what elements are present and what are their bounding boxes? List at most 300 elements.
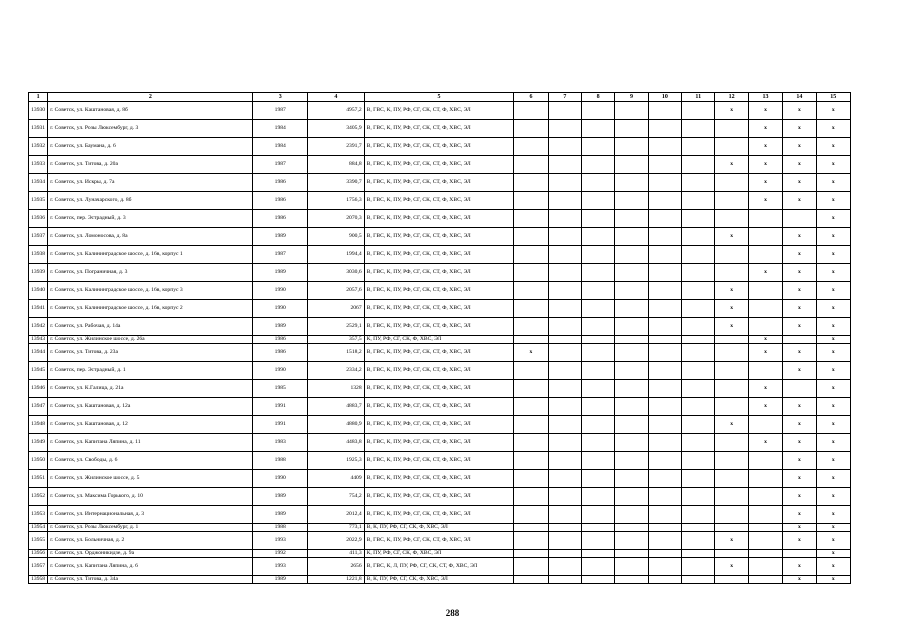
mark-cell-9 bbox=[615, 416, 648, 434]
area-cell: 1994,4 bbox=[308, 246, 365, 264]
mark-cell-6 bbox=[514, 398, 548, 416]
table-row bbox=[29, 174, 851, 192]
services-cell: В, ГВС, К, ПУ, РФ, СГ, СК, СТ, Ф, ХВС, ЭЛ bbox=[364, 318, 514, 336]
record-number-cell: 13931 bbox=[29, 120, 48, 138]
mark-cell-6 bbox=[514, 156, 548, 174]
mark-cell-14: х bbox=[783, 246, 816, 264]
mark-cell-14: х bbox=[783, 488, 816, 506]
record-number-cell: 13957 bbox=[29, 558, 48, 576]
mark-cell-15: х bbox=[816, 282, 850, 300]
mark-cell-8 bbox=[582, 336, 615, 344]
mark-cell-12 bbox=[715, 362, 748, 380]
services-cell: В, ГВС, К, ПУ, РФ, СГ, СК, СТ, Ф, ХВС, ЭЛ bbox=[364, 344, 514, 362]
mark-cell-15: х bbox=[816, 362, 850, 380]
mark-cell-14: х bbox=[783, 264, 816, 282]
mark-cell-15: х bbox=[816, 192, 850, 210]
services-cell: В, ГВС, К, ПУ, РФ, СГ, СК, СТ, Ф, ХВС, ЭЛ bbox=[364, 210, 514, 228]
address-cell: г. Советск, ул. Интернациональная, д. 3 bbox=[48, 506, 253, 524]
mark-cell-15: х bbox=[816, 524, 850, 532]
mark-cell-7 bbox=[548, 156, 581, 174]
mark-cell-10 bbox=[648, 264, 681, 282]
area-cell: 754,2 bbox=[308, 488, 365, 506]
mark-cell-11 bbox=[682, 380, 715, 398]
record-number-cell: 13956 bbox=[29, 550, 48, 558]
mark-cell-12 bbox=[715, 174, 748, 192]
address-cell: г. Советск, ул. Больничная, д. 2 bbox=[48, 532, 253, 550]
mark-cell-14: х bbox=[783, 300, 816, 318]
mark-cell-10 bbox=[648, 174, 681, 192]
record-number-cell: 13946 bbox=[29, 380, 48, 398]
year-cell: 1987 bbox=[253, 156, 308, 174]
mark-cell-9 bbox=[615, 156, 648, 174]
mark-cell-13: х bbox=[748, 336, 782, 344]
mark-cell-14: х bbox=[783, 120, 816, 138]
mark-cell-9 bbox=[615, 102, 648, 120]
mark-cell-14: х bbox=[783, 452, 816, 470]
header-cell: 13 bbox=[748, 93, 782, 102]
address-cell: г. Советск, ул. Свободы, д. 6 bbox=[48, 452, 253, 470]
mark-cell-10 bbox=[648, 246, 681, 264]
mark-cell-6 bbox=[514, 488, 548, 506]
record-number-cell: 13934 bbox=[29, 174, 48, 192]
area-cell: 2070,3 bbox=[308, 210, 365, 228]
mark-cell-7 bbox=[548, 416, 581, 434]
mark-cell-10 bbox=[648, 362, 681, 380]
area-cell: 1756,3 bbox=[308, 192, 365, 210]
mark-cell-9 bbox=[615, 210, 648, 228]
mark-cell-8 bbox=[582, 156, 615, 174]
mark-cell-15: х bbox=[816, 228, 850, 246]
record-number-cell: 13952 bbox=[29, 488, 48, 506]
mark-cell-15: х bbox=[816, 318, 850, 336]
mark-cell-12 bbox=[715, 434, 748, 452]
mark-cell-13 bbox=[748, 362, 782, 380]
mark-cell-11 bbox=[682, 102, 715, 120]
mark-cell-8 bbox=[582, 532, 615, 550]
mark-cell-13 bbox=[748, 470, 782, 488]
record-number-cell: 13954 bbox=[29, 524, 48, 532]
mark-cell-11 bbox=[682, 524, 715, 532]
mark-cell-12: х bbox=[715, 102, 748, 120]
record-number-cell: 13947 bbox=[29, 398, 48, 416]
mark-cell-13 bbox=[748, 532, 782, 550]
mark-cell-6 bbox=[514, 470, 548, 488]
record-number-cell: 13948 bbox=[29, 416, 48, 434]
services-cell: К, ПУ, РФ, СГ, СК, Ф, ХВС, ЭЛ bbox=[364, 550, 514, 558]
address-cell: г. Советск, ул. Максима Горького, д. 10 bbox=[48, 488, 253, 506]
area-cell: 4880,9 bbox=[308, 416, 365, 434]
year-cell: 1989 bbox=[253, 576, 308, 584]
year-cell: 1987 bbox=[253, 102, 308, 120]
mark-cell-15: х bbox=[816, 488, 850, 506]
mark-cell-15: х bbox=[816, 434, 850, 452]
mark-cell-15: х bbox=[816, 174, 850, 192]
mark-cell-11 bbox=[682, 506, 715, 524]
mark-cell-7 bbox=[548, 344, 581, 362]
header-cell: 4 bbox=[308, 93, 365, 102]
address-cell: г. Советск, ул. Жилинское шоссе, д. 26а bbox=[48, 336, 253, 344]
mark-cell-11 bbox=[682, 434, 715, 452]
table-row bbox=[29, 344, 851, 362]
address-cell: г. Советск, ул. Луначарского, д. 8б bbox=[48, 192, 253, 210]
mark-cell-12 bbox=[715, 452, 748, 470]
mark-cell-12: х bbox=[715, 558, 748, 576]
mark-cell-11 bbox=[682, 210, 715, 228]
mark-cell-9 bbox=[615, 264, 648, 282]
mark-cell-12 bbox=[715, 506, 748, 524]
year-cell: 1990 bbox=[253, 362, 308, 380]
mark-cell-10 bbox=[648, 336, 681, 344]
record-number-cell: 13944 bbox=[29, 344, 48, 362]
table-row bbox=[29, 138, 851, 156]
mark-cell-12 bbox=[715, 120, 748, 138]
mark-cell-6 bbox=[514, 550, 548, 558]
mark-cell-15: х bbox=[816, 398, 850, 416]
address-cell: г. Советск, пер. Эстрадный, д. 3 bbox=[48, 210, 253, 228]
mark-cell-11 bbox=[682, 550, 715, 558]
address-cell: г. Советск, ул. Капитана Ляпина, д. 6 bbox=[48, 558, 253, 576]
mark-cell-8 bbox=[582, 210, 615, 228]
mark-cell-6 bbox=[514, 434, 548, 452]
mark-cell-13: х bbox=[748, 264, 782, 282]
mark-cell-10 bbox=[648, 452, 681, 470]
services-cell: В, ГВС, К, ПУ, РФ, СГ, СК, СТ, Ф, ХВС, ЭЛ bbox=[364, 300, 514, 318]
mark-cell-14: х bbox=[783, 174, 816, 192]
year-cell: 1985 bbox=[253, 380, 308, 398]
table-row bbox=[29, 210, 851, 228]
mark-cell-14 bbox=[783, 550, 816, 558]
mark-cell-13: х bbox=[748, 138, 782, 156]
table-row bbox=[29, 228, 851, 246]
year-cell: 1988 bbox=[253, 524, 308, 532]
mark-cell-13 bbox=[748, 488, 782, 506]
mark-cell-7 bbox=[548, 192, 581, 210]
mark-cell-12: х bbox=[715, 318, 748, 336]
mark-cell-6 bbox=[514, 300, 548, 318]
mark-cell-14: х bbox=[783, 506, 816, 524]
mark-cell-9 bbox=[615, 524, 648, 532]
year-cell: 1989 bbox=[253, 506, 308, 524]
area-cell: 4483,8 bbox=[308, 434, 365, 452]
mark-cell-9 bbox=[615, 192, 648, 210]
mark-cell-11 bbox=[682, 138, 715, 156]
mark-cell-15: х bbox=[816, 246, 850, 264]
address-cell: г. Советск, ул. Калининградское шоссе, д. 16в, корпус 2 bbox=[48, 300, 253, 318]
mark-cell-14 bbox=[783, 336, 816, 344]
mark-cell-14: х bbox=[783, 532, 816, 550]
mark-cell-14: х bbox=[783, 416, 816, 434]
mark-cell-15: х bbox=[816, 452, 850, 470]
mark-cell-13: х bbox=[748, 174, 782, 192]
area-cell: 2012,4 bbox=[308, 506, 365, 524]
services-cell: В, ГВС, К, ПУ, РФ, СГ, СК, СТ, Ф, ХВС, ЭЛ bbox=[364, 362, 514, 380]
mark-cell-14: х bbox=[783, 318, 816, 336]
area-cell: 2656 bbox=[308, 558, 365, 576]
table-row bbox=[29, 380, 851, 398]
mark-cell-8 bbox=[582, 398, 615, 416]
mark-cell-10 bbox=[648, 524, 681, 532]
mark-cell-7 bbox=[548, 550, 581, 558]
mark-cell-14: х bbox=[783, 102, 816, 120]
address-cell: г. Советск, ул. Рабочая, д. 14а bbox=[48, 318, 253, 336]
mark-cell-12: х bbox=[715, 156, 748, 174]
address-cell: г. Советск, ул. Титова, д. 20а bbox=[48, 156, 253, 174]
header-cell: 10 bbox=[648, 93, 681, 102]
mark-cell-15: х bbox=[816, 470, 850, 488]
mark-cell-13 bbox=[748, 210, 782, 228]
mark-cell-6 bbox=[514, 506, 548, 524]
area-cell: 773,1 bbox=[308, 524, 365, 532]
mark-cell-11 bbox=[682, 344, 715, 362]
record-number-cell: 13951 bbox=[29, 470, 48, 488]
mark-cell-7 bbox=[548, 120, 581, 138]
mark-cell-7 bbox=[548, 264, 581, 282]
address-cell: г. Советск, ул. Каштановая, д. 8б bbox=[48, 102, 253, 120]
mark-cell-10 bbox=[648, 550, 681, 558]
mark-cell-7 bbox=[548, 532, 581, 550]
mark-cell-9 bbox=[615, 362, 648, 380]
mark-cell-8 bbox=[582, 550, 615, 558]
record-number-cell: 13950 bbox=[29, 452, 48, 470]
year-cell: 1986 bbox=[253, 344, 308, 362]
mark-cell-14: х bbox=[783, 470, 816, 488]
services-cell: В, ГВС, К, ПУ, РФ, СГ, СК, СТ, Ф, ХВС, ЭЛ bbox=[364, 156, 514, 174]
mark-cell-10 bbox=[648, 576, 681, 584]
mark-cell-12 bbox=[715, 488, 748, 506]
mark-cell-10 bbox=[648, 532, 681, 550]
mark-cell-9 bbox=[615, 532, 648, 550]
mark-cell-10 bbox=[648, 282, 681, 300]
mark-cell-8 bbox=[582, 416, 615, 434]
area-cell: 884,8 bbox=[308, 156, 365, 174]
table-row bbox=[29, 576, 851, 584]
address-cell: г. Советск, ул. Орджоникидзе, д. 9а bbox=[48, 550, 253, 558]
table-row bbox=[29, 362, 851, 380]
address-cell: г. Советск, ул. Титова, д. 34а bbox=[48, 576, 253, 584]
address-cell: г. Советск, ул. Баумана, д. 6 bbox=[48, 138, 253, 156]
year-cell: 1986 bbox=[253, 192, 308, 210]
area-cell: 4409 bbox=[308, 470, 365, 488]
mark-cell-13: х bbox=[748, 380, 782, 398]
mark-cell-8 bbox=[582, 192, 615, 210]
mark-cell-10 bbox=[648, 228, 681, 246]
table-row bbox=[29, 434, 851, 452]
mark-cell-6 bbox=[514, 318, 548, 336]
area-cell: 2057,6 bbox=[308, 282, 365, 300]
mark-cell-9 bbox=[615, 452, 648, 470]
services-cell: В, ГВС, К, ПУ, РФ, СГ, СК, СТ, Ф, ХВС, ЭЛ bbox=[364, 532, 514, 550]
address-cell: г. Советск, пер. Эстрадный, д. 1 bbox=[48, 362, 253, 380]
address-cell: г. Советск, ул. Калининградское шоссе, д. 16в, корпус 3 bbox=[48, 282, 253, 300]
header-cell: 12 bbox=[715, 93, 748, 102]
mark-cell-9 bbox=[615, 558, 648, 576]
mark-cell-10 bbox=[648, 120, 681, 138]
services-cell: В, ГВС, К, ПУ, РФ, СГ, СК, СТ, Ф, ХВС, ЭЛ bbox=[364, 120, 514, 138]
services-cell: В, ГВС, К, ПУ, РФ, СГ, СК, СТ, Ф, ХВС, ЭЛ bbox=[364, 228, 514, 246]
header-cell: 7 bbox=[548, 93, 581, 102]
mark-cell-10 bbox=[648, 300, 681, 318]
table-row bbox=[29, 336, 851, 344]
mark-cell-9 bbox=[615, 434, 648, 452]
mark-cell-7 bbox=[548, 434, 581, 452]
mark-cell-12 bbox=[715, 550, 748, 558]
record-number-cell: 13941 bbox=[29, 300, 48, 318]
services-cell: В, ГВС, К, ПУ, РФ, СГ, СК, СТ, Ф, ХВС, ЭЛ bbox=[364, 506, 514, 524]
mark-cell-8 bbox=[582, 318, 615, 336]
table-row bbox=[29, 506, 851, 524]
mark-cell-12 bbox=[715, 524, 748, 532]
mark-cell-9 bbox=[615, 380, 648, 398]
mark-cell-11 bbox=[682, 156, 715, 174]
area-cell: 1221,8 bbox=[308, 576, 365, 584]
table-row bbox=[29, 452, 851, 470]
table-row bbox=[29, 120, 851, 138]
mark-cell-11 bbox=[682, 488, 715, 506]
mark-cell-10 bbox=[648, 488, 681, 506]
mark-cell-10 bbox=[648, 318, 681, 336]
record-number-cell: 13953 bbox=[29, 506, 48, 524]
mark-cell-12 bbox=[715, 470, 748, 488]
mark-cell-7 bbox=[548, 300, 581, 318]
mark-cell-8 bbox=[582, 264, 615, 282]
mark-cell-6 bbox=[514, 362, 548, 380]
mark-cell-7 bbox=[548, 524, 581, 532]
address-cell: г. Советск, ул. Калининградское шоссе, д. 16в, корпус 1 bbox=[48, 246, 253, 264]
mark-cell-9 bbox=[615, 228, 648, 246]
mark-cell-9 bbox=[615, 344, 648, 362]
record-number-cell: 13935 bbox=[29, 192, 48, 210]
year-cell: 1988 bbox=[253, 452, 308, 470]
address-cell: г. Советск, ул. Каштановая, д. 12а bbox=[48, 398, 253, 416]
year-cell: 1989 bbox=[253, 488, 308, 506]
mark-cell-14 bbox=[783, 210, 816, 228]
mark-cell-7 bbox=[548, 228, 581, 246]
header-cell: 1 bbox=[29, 93, 48, 102]
mark-cell-9 bbox=[615, 336, 648, 344]
record-number-cell: 13937 bbox=[29, 228, 48, 246]
mark-cell-6 bbox=[514, 138, 548, 156]
mark-cell-14: х bbox=[783, 362, 816, 380]
header-cell: 2 bbox=[48, 93, 253, 102]
mark-cell-8 bbox=[582, 282, 615, 300]
header-cell: 6 bbox=[514, 93, 548, 102]
mark-cell-15: х bbox=[816, 558, 850, 576]
mark-cell-10 bbox=[648, 344, 681, 362]
address-cell: г. Советск, ул. К.Галица, д. 21а bbox=[48, 380, 253, 398]
mark-cell-15: х bbox=[816, 210, 850, 228]
mark-cell-8 bbox=[582, 558, 615, 576]
mark-cell-7 bbox=[548, 174, 581, 192]
services-cell: В, К, ПУ, РФ, СГ, СК, Ф, ХВС, ЭЛ bbox=[364, 524, 514, 532]
mark-cell-15: х bbox=[816, 532, 850, 550]
mark-cell-10 bbox=[648, 192, 681, 210]
mark-cell-8 bbox=[582, 344, 615, 362]
header-cell: 5 bbox=[364, 93, 514, 102]
mark-cell-12 bbox=[715, 380, 748, 398]
mark-cell-13: х bbox=[748, 192, 782, 210]
record-number-cell: 13930 bbox=[29, 102, 48, 120]
year-cell: 1992 bbox=[253, 550, 308, 558]
mark-cell-12 bbox=[715, 344, 748, 362]
mark-cell-7 bbox=[548, 102, 581, 120]
mark-cell-11 bbox=[682, 470, 715, 488]
mark-cell-10 bbox=[648, 416, 681, 434]
mark-cell-7 bbox=[548, 558, 581, 576]
mark-cell-8 bbox=[582, 120, 615, 138]
mark-cell-13 bbox=[748, 318, 782, 336]
mark-cell-10 bbox=[648, 434, 681, 452]
mark-cell-13 bbox=[748, 506, 782, 524]
mark-cell-10 bbox=[648, 398, 681, 416]
mark-cell-12 bbox=[715, 192, 748, 210]
services-cell: В, ГВС, К, ПУ, РФ, СГ, СК, СТ, Ф, ХВС, ЭЛ bbox=[364, 434, 514, 452]
area-cell: 3030,6 bbox=[308, 264, 365, 282]
area-cell: 1925,3 bbox=[308, 452, 365, 470]
header-cell: 14 bbox=[783, 93, 816, 102]
table-row bbox=[29, 156, 851, 174]
mark-cell-11 bbox=[682, 558, 715, 576]
mark-cell-13 bbox=[748, 524, 782, 532]
table-row bbox=[29, 558, 851, 576]
mark-cell-8 bbox=[582, 470, 615, 488]
year-cell: 1984 bbox=[253, 138, 308, 156]
mark-cell-6 bbox=[514, 336, 548, 344]
mark-cell-15: х bbox=[816, 138, 850, 156]
mark-cell-15: х bbox=[816, 156, 850, 174]
mark-cell-14 bbox=[783, 380, 816, 398]
mark-cell-11 bbox=[682, 532, 715, 550]
mark-cell-11 bbox=[682, 120, 715, 138]
year-cell: 1983 bbox=[253, 434, 308, 452]
mark-cell-12 bbox=[715, 138, 748, 156]
mark-cell-11 bbox=[682, 318, 715, 336]
mark-cell-11 bbox=[682, 264, 715, 282]
mark-cell-9 bbox=[615, 246, 648, 264]
mark-cell-12: х bbox=[715, 282, 748, 300]
area-cell: 4883,7 bbox=[308, 398, 365, 416]
mark-cell-15: х bbox=[816, 120, 850, 138]
area-cell: 900,5 bbox=[308, 228, 365, 246]
area-cell: 4957,2 bbox=[308, 102, 365, 120]
table-row bbox=[29, 282, 851, 300]
mark-cell-15: х bbox=[816, 416, 850, 434]
year-cell: 1990 bbox=[253, 282, 308, 300]
mark-cell-6 bbox=[514, 558, 548, 576]
mark-cell-12 bbox=[715, 246, 748, 264]
mark-cell-6 bbox=[514, 210, 548, 228]
mark-cell-11 bbox=[682, 416, 715, 434]
year-cell: 1991 bbox=[253, 416, 308, 434]
mark-cell-15: х bbox=[816, 300, 850, 318]
mark-cell-6 bbox=[514, 532, 548, 550]
mark-cell-7 bbox=[548, 210, 581, 228]
mark-cell-6 bbox=[514, 246, 548, 264]
mark-cell-11 bbox=[682, 398, 715, 416]
mark-cell-6 bbox=[514, 576, 548, 584]
header-cell: 11 bbox=[682, 93, 715, 102]
mark-cell-13: х bbox=[748, 434, 782, 452]
mark-cell-10 bbox=[648, 470, 681, 488]
record-number-cell: 13943 bbox=[29, 336, 48, 344]
mark-cell-6 bbox=[514, 524, 548, 532]
area-cell: 1518,2 bbox=[308, 344, 365, 362]
mark-cell-6: х bbox=[514, 344, 548, 362]
record-number-cell: 13938 bbox=[29, 246, 48, 264]
mark-cell-9 bbox=[615, 318, 648, 336]
mark-cell-11 bbox=[682, 282, 715, 300]
address-cell: г. Советск, ул. Капитана Ляпина, д. 11 bbox=[48, 434, 253, 452]
table-row bbox=[29, 318, 851, 336]
